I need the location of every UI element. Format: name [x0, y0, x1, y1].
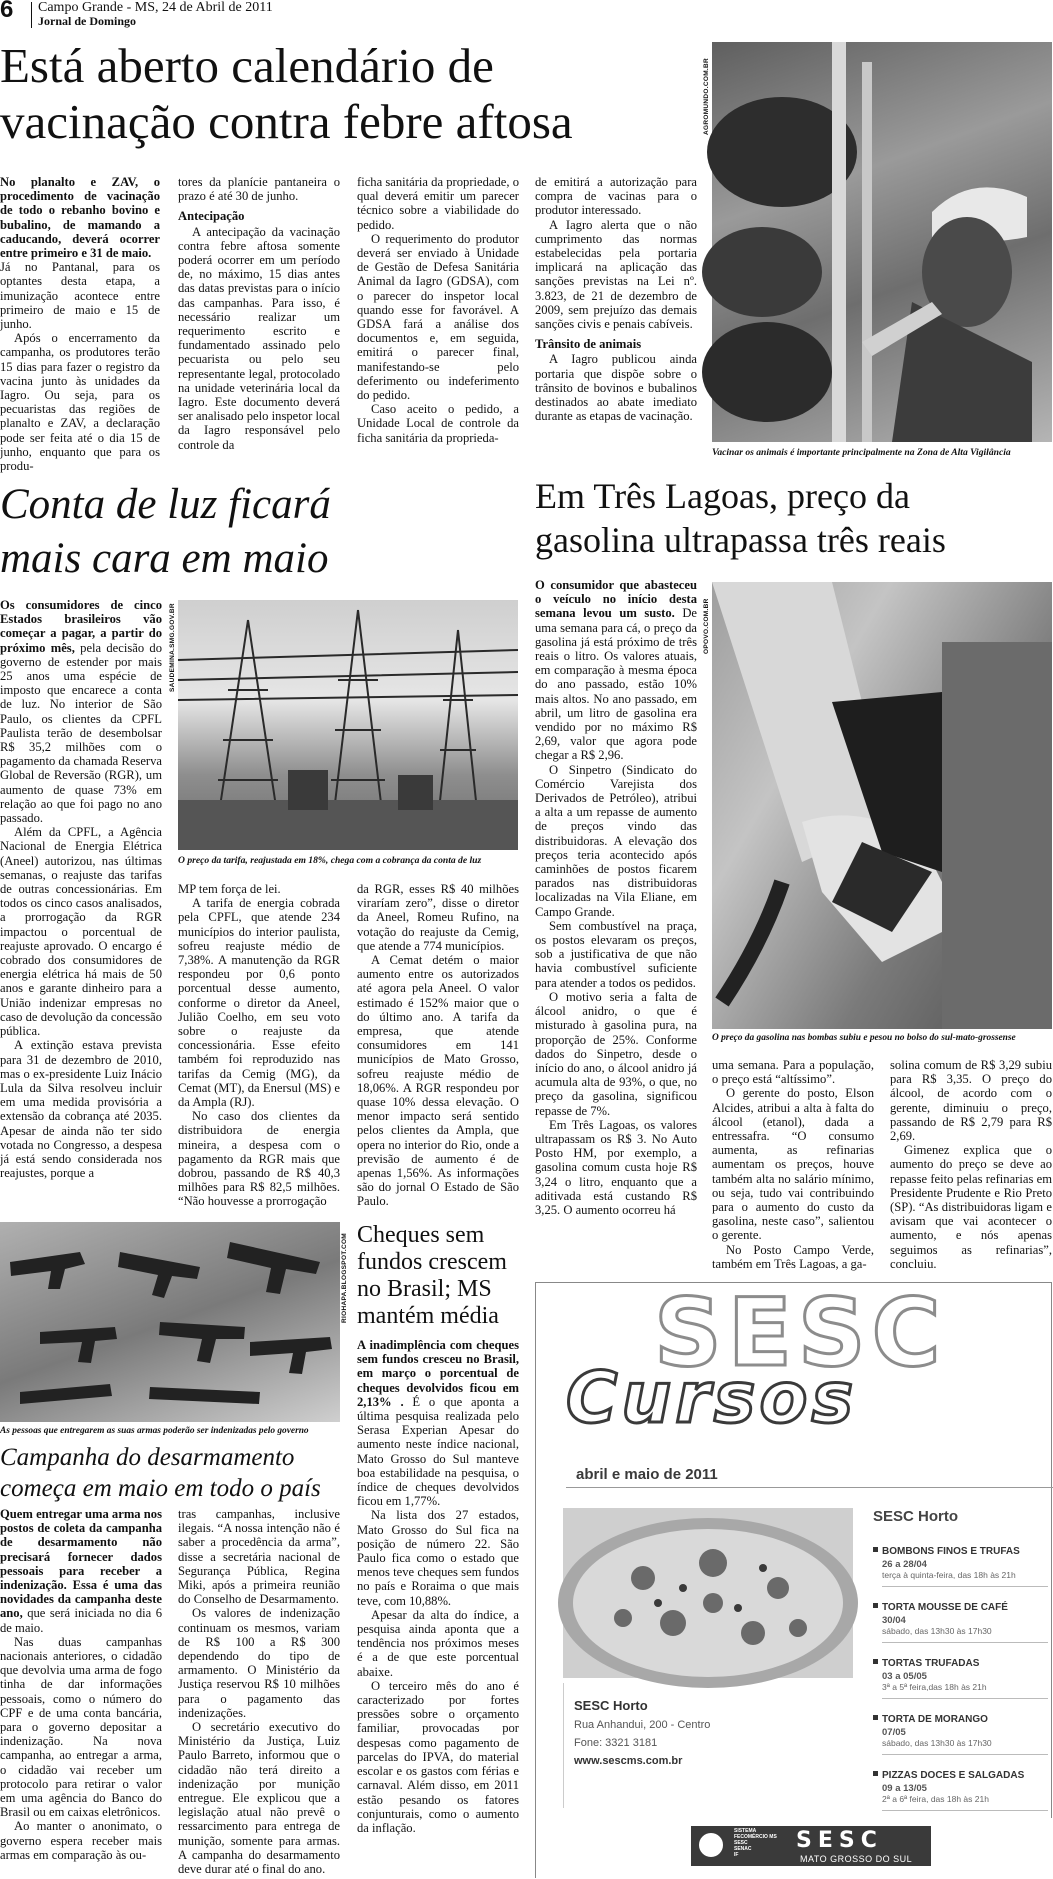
desarmamento-col-2	[178, 1507, 340, 1878]
course-title-row	[873, 1709, 1048, 1727]
power-substation-illustration	[178, 600, 518, 850]
gasolina-col-3	[890, 1058, 1052, 1280]
masthead-city-date: Campo Grande - MS, 24 de Abril de 2011	[38, 0, 273, 15]
sesc-contact-site[interactable]: www.sescms.com.br	[574, 1755, 683, 1767]
luz-paragraph: A tarifa de energia cobrada pela CPFL, que atende 234 municípios do interior paulista, sofreu reajuste médio de 7,38%. A manutenção da RGR respondeu por 0,6 ponto porcentual desse aumento, conforme o diretor da Aneel, Julião Coelho, em seu voto sobre o reajuste da concessionária. Esse efeito também foi reproduzido nas tarifas da Cemig (MG), da Cemat (MT), da Enersul (MS) e da Ampla (RJ).	[178, 896, 340, 1110]
luz-paragraph: A Cemat detém o maior aumento entre os autorizados até agora pela Aneel. O valor estimado é 152% maior que o do último ano. A tarifa da empresa, que atende consumidores em 141 municípios de Mato Grosso, sofreu reajuste médio de 18,06%. A RGR respondeu por quase 10% dessa elevação. O menor impacto será sentido pelos clientes da Ampla, que opera no interior do Rio, onde a previsão de aumento é de apenas 1,56%. As informações são do jornal O Estado de São Paulo.	[357, 953, 519, 1209]
aftosa-col-2	[178, 175, 340, 465]
aftosa-paragraph: A antecipação da vacinação contra febre aftosa somente poderá ocorrer em um período de, no máximo, 15 dias antes das datas previstas para o início das campanhas. Para isso, é necessário realizar um requerimento escrito e fundamentado assinado pelo pecuarista ou pelo seu representante legal, protocolado na unidade veterinária local da Iagro. Este documento deverá ser analisado pelo inspetor local da Iagro responsável pelo controle da	[178, 224, 340, 452]
course-name: TORTA MOUSSE DE CAFÉ	[882, 1602, 1008, 1613]
gasolina-paragraph: Gimenez explica que o aumento do preço se deve ao repasse feito pelas refinarias em Presidente Prudente e Rio Preto (SP). “As distribuidoras ligam e avisam que vai acontecer o aumento, e nós apenas seguimos as refinarias”, concluiu.	[890, 1143, 1052, 1271]
sesc-course-heading: SESC Horto	[873, 1508, 959, 1525]
course-dates: 30/04	[882, 1615, 906, 1626]
course-item	[873, 1541, 1048, 1587]
course-bullet-icon	[873, 1715, 878, 1720]
course-name: TORTA DE MORANGO	[882, 1714, 988, 1725]
cheques-paragraph: Apesar da alta do índice, a pesquisa ainda aponta que a tendência nos próximos meses é a de que este porcentual abaixe.	[357, 1607, 519, 1679]
luz-paragraph: A extinção estava prevista para 31 de dezembro de 2010, mas o ex-presidente Luiz Inácio Lula da Silva resolveu incluir em uma medida provisória a extensão da cobrança até 2035. Apesar de ainda não ter sido votada no Congresso, a despesa já está sendo considerada nos reajustes, porque a	[0, 1038, 162, 1181]
gasolina-lead: O consumidor que abasteceu o veículo no início desta semana levou um susto.	[535, 578, 697, 621]
sesc-footer-partner: SENAC	[734, 1846, 752, 1852]
course-schedule: sábado, das 13h30 às 17h30	[882, 1626, 1048, 1643]
masthead	[0, 0, 1052, 30]
sesc-contact-box	[563, 1683, 853, 1808]
desarmamento-col-1	[0, 1507, 162, 1878]
luz-photo	[178, 600, 518, 850]
sesc-ad	[535, 1279, 1052, 1878]
course-item	[873, 1765, 1048, 1811]
gasolina-col-2	[712, 1058, 874, 1280]
gasolina-col-1	[535, 578, 697, 1280]
course-bullet-icon	[873, 1771, 878, 1776]
luz-paragraph: Além da CPFL, a Agência Nacional de Energia Elétrica (Aneel) autorizou, nas últimas semanas, o reajuste das tarifas de outras concessionárias. Em todos os cinco casos analisados, a prorrogação da RGR impactou o porcentual de reajuste aprovado. O encargo é cobrado dos consumidores de energia elétrica há mais de 50 anos e garante dinheiro para a União indenizar empresas no caso de devolução da concessão pública.	[0, 825, 162, 1039]
aftosa-paragraph: Caso aceito o pedido, a Unidade Local de controle da ficha sanitária da proprieda-	[357, 402, 519, 445]
luz-photo-credit: SAUDEMINA.SMG.GOV.BR	[169, 603, 176, 692]
aftosa-headline: Está aberto calendário de vacinação contra febre aftosa	[0, 38, 573, 149]
gasolina-paragraph: uma semana. Para a população, o preço está “altíssimo”.	[712, 1058, 874, 1087]
gasolina-caption: O preço da gasolina nas bombas subiu e pesou no bolso do sul-mato-grossense	[712, 1033, 1016, 1043]
aftosa-paragraph: de emitirá a autorização para compra de vacinas para o produtor interessado.	[535, 175, 697, 218]
gasolina-paragraph: No Posto Campo Verde, também em Três Lagoas, a ga-	[712, 1242, 874, 1271]
cheques-headline-line-1: Cheques sem	[357, 1222, 485, 1248]
luz-paragraph: da RGR, esses R$ 40 milhões viraríam zero”, disse o diretor da Aneel, Romeu Rufino, na votação do reajuste da Cemig, que atende a 774 municípios.	[357, 882, 519, 953]
luz-headline-line-1: Conta de luz ficará	[0, 481, 331, 528]
course-name: BOMBONS FINOS E TRUFAS	[882, 1546, 1020, 1557]
desarmamento-headline	[0, 1442, 345, 1504]
desarmamento-paragraph: que será iniciada no dia 6 de maio.	[0, 1606, 162, 1635]
pizza-photo	[563, 1508, 853, 1678]
desarmamento-paragraph: O secretário executivo do Ministério da Justiça, Luiz Paulo Barreto, informou que o cidadão não terá direito a indenização por munição entregue. Ele explicou que a legislação atual não prevê o ressarcimento para entrega de munição, somente para armas. A campanha do desarmamento deve durar até o final do ano.	[178, 1720, 340, 1877]
sesc-course-list	[873, 1508, 1048, 1804]
course-schedule: 2ª a 6ª feira, das 18h às 21h	[882, 1794, 1048, 1811]
course-title-row	[873, 1597, 1048, 1615]
aftosa-paragraph: Já no Pantanal, para os optantes desta etapa, a imunização acontece entre primeiro de maio e 15 de junho.	[0, 260, 160, 332]
course-schedule: sábado, das 13h30 às 17h30	[882, 1738, 1048, 1755]
cheques-headline-line-2: fundos crescem	[357, 1249, 507, 1275]
desarmamento-caption: As pessoas que entregarem as suas armas poderão ser indenizadas pelo governo	[0, 1426, 309, 1436]
course-items	[873, 1541, 1048, 1811]
aftosa-lead: No planalto e ZAV, o procedimento de vacinação de todo o rebanho bovino e bubalino, de mamando a caducando, deverá ocorrer entre primeiro e 31 de maio.	[0, 175, 160, 261]
course-item	[873, 1653, 1048, 1699]
desarmamento-lead: Quem entregar uma arma nos postos de coleta da campanha de desarmamento não precisará fornecer dados pessoais para receber a indenização. Essa é uma das novidades da campanha deste ano,	[0, 1507, 162, 1621]
aftosa-paragraph: ficha sanitária da propriedade, o qual deverá emitir um parecer técnico sobre a viabilidade do pedido.	[357, 175, 519, 232]
gasolina-paragraph: Em Três Lagoas, os valores ultrapassam os R$ 3. No Auto Posto HM, por exemplo, a gasolina comum custa hoje R$ 3,24 o litro, enquanto que a aditivada está custando R$ 3,25. O aumento ocorreu há	[535, 1117, 697, 1217]
course-dates: 07/05	[882, 1727, 906, 1738]
course-bullet-icon	[873, 1603, 878, 1608]
gasolina-photo-credit: OPOVO.COM.BR	[703, 598, 710, 654]
aftosa-subhead: Antecipação	[178, 209, 245, 224]
sesc-footer-band	[536, 1818, 1053, 1879]
course-bullet-icon	[873, 1659, 878, 1664]
luz-caption: O preço da tarifa, reajustada em 18%, chega com a cobrança da conta de luz	[178, 855, 482, 866]
aftosa-subhead: Trânsito de animais	[535, 337, 642, 352]
masthead-supplement: Jornal de Domingo	[38, 14, 137, 28]
sesc-ad-title-top: SESC	[654, 1279, 947, 1388]
cheques-headline-line-4: mantém média	[357, 1303, 499, 1329]
course-title-row	[873, 1653, 1048, 1671]
cheques-paragraph: O terceiro mês do ano é caracterizado por fortes pressões sobre o orçamento familiar, provocadas por despesas como pagamento de parcelas do IPVA, do material escolar e os gastos com férias e carnaval. Além disso, em 2011 estão pesando os fatores conjunturais, como o aumento da inflação.	[357, 1678, 519, 1835]
course-dates: 26 a 28/04	[882, 1559, 927, 1570]
gasolina-photo	[712, 582, 1052, 1029]
desarmamento-headline-line-1: Campanha do desarmamento	[0, 1444, 295, 1471]
desarmamento-photo-credit: RIOHAPA.BLOGSPOT.COM	[341, 1232, 348, 1323]
pizza-icon	[563, 1508, 853, 1678]
aftosa-paragraph: O requerimento do produtor deverá ser enviado à Unidade de Gestão de Defesa Sanitária Animal da Iagro (GDSA), com o parecer do inspetor local quando esse for favorável. A GDSA fará a análise dos documentos e, em seguida, emitirá o parecer final, manifestando-se pelo deferimento ou indeferimento do pedido.	[357, 231, 519, 403]
luz-col-1	[0, 598, 162, 1213]
desarmamento-headline-line-2: começa em maio em todo o país	[0, 1475, 321, 1502]
sesc-footer-partners	[734, 1828, 784, 1858]
sesc-footer-partner: IF	[734, 1852, 739, 1858]
gasolina-paragraph: O motivo seria a falta de álcool anidro, o que é misturado à gasolina pura, na proporção de 25%. Conforme dados do Sinpetro, desde o início do ano, o álcool anidro já acumula alta de 93%, o que, no preço da gasolina, significou repasse de 7%.	[535, 989, 697, 1118]
cheques-headline-line-3: no Brasil; MS	[357, 1276, 492, 1302]
luz-paragraph: No caso dos clientes da distribuidora de energia mineira, a despesa com o pagamento da RGR mais que dobrou, passando de R$ 40,3 milhões para R$ 82,5 milhões. “Não houvesse a prorrogação	[178, 1109, 340, 1209]
course-title-row	[873, 1541, 1048, 1559]
luz-col-3	[357, 882, 519, 1217]
gasolina-paragraph: solina comum de R$ 3,29 subiu para R$ 3,35. O preço do álcool, de acordo com o gerente, diminuiu o preço, passando de R$ 2,79 para R$ 2,69.	[890, 1058, 1052, 1144]
desarmamento-paragraph: tras campanhas, inclusive ilegais. “A nossa intenção não é saber a procedência da arma”, disse a secretária nacional de Segurança Pública, Regina Miki, após a primeira reunião do Conselho de Desarmamento.	[178, 1507, 340, 1607]
luz-col-2	[178, 882, 340, 1217]
sesc-footer-emblem-icon	[696, 1830, 726, 1860]
sesc-contact-name: SESC Horto	[574, 1698, 648, 1713]
gasolina-paragraph: O Sinpetro (Sindicato do Comércio Varejista dos Derivados de Petróleo), atribui a alta a um repasse de aumento de preços vindo das distribuidoras. A elevação dos preços teria acontecido após caminhões de postos ficarem parados nas distribuidoras localizadas na Vila Eliane, em Campo Grande.	[535, 762, 697, 919]
sesc-ad-title-bottom: Cursos	[566, 1357, 858, 1439]
course-name: PIZZAS DOCES E SALGADAS	[882, 1770, 1025, 1781]
course-item	[873, 1597, 1048, 1643]
cheques-headline	[357, 1222, 527, 1330]
sesc-ad-divider	[566, 1487, 1053, 1488]
cattle-vaccination-illustration	[712, 42, 1052, 442]
course-item	[873, 1709, 1048, 1755]
aftosa-photo	[712, 42, 1052, 442]
cheques-lead: A inadimplência com cheques sem fundos cresceu no Brasil, em março o porcentual de cheques devolvidos ficou em 2,13% .	[357, 1338, 519, 1409]
sesc-footer-partner: FECOMÉRCIO MS	[734, 1834, 777, 1840]
course-title-row	[873, 1765, 1048, 1783]
sesc-footer-partner: SISTEMA	[734, 1828, 757, 1834]
cheques-paragraph: Na lista dos 27 estados, Mato Grosso do Sul fica na posição de número 22. São Paulo fica como o estado que menos teve cheques sem fundos no país e Roraima o que mais teve, com 10,88%.	[357, 1508, 519, 1608]
aftosa-photo-credit: AGROMUNDO.COM.BR	[703, 57, 710, 135]
luz-headline	[0, 478, 530, 586]
course-schedule: terça à quinta-feira, das 18h às 21h	[882, 1570, 1048, 1587]
desarmamento-photo	[0, 1222, 340, 1422]
desarmamento-paragraph: Os valores de indenização continuam os mesmos, variam de R$ 100 a R$ 300 dependendo do tipo de armamento. O Ministério da Justiça reservou R$ 10 milhões para o pagamento das indenizações.	[178, 1606, 340, 1720]
sesc-contact-address: Rua Anhandui, 200 - Centro	[574, 1719, 711, 1731]
gasolina-headline	[535, 474, 1052, 562]
course-schedule: 3ª a 5ª feira,das 18h às 21h	[882, 1682, 1048, 1699]
luz-paragraph: MP tem força de lei.	[178, 882, 281, 896]
gasolina-paragraph: O gerente do posto, Elson Alcides, atribui a alta à falta do álcool (etanol), dada a entressafra. “O consumo aumenta, as refinarias aumentam os preços, houve também alta no salário mínimo, ou seja, tudo vai contribuindo para o aumento do custo da gasolina, neste caso”, salientou o gerente.	[712, 1086, 874, 1243]
aftosa-paragraph: tores da planície pantaneira o prazo é até 30 de junho.	[178, 175, 340, 204]
sesc-ad-period: abril e maio de 2011	[576, 1466, 718, 1483]
desarmamento-paragraph: Nas duas campanhas nacionais anteriores, o cidadão que devolvia uma arma de fogo tinha de dar informações pessoais, como o número do CPF e de uma conta bancária, para o governo depositar a indenização. Na nova campanha, ao entregar a arma, o cidadão vai receber um protocolo para retirar o valor em uma agência do Banco do Brasil ou em caixas eletrônicos.	[0, 1634, 162, 1820]
luz-headline-line-2: mais cara em maio	[0, 535, 329, 582]
luz-lead: Os consumidores de cinco Estados brasileiros vão começar a pagar, a partir do próximo mês,	[0, 598, 162, 655]
aftosa-paragraph: A Iagro alerta que o não cumprimento das normas estabelecidas pela portaria implicará na aplicação das sanções previstas na Lei nº. 3.823, de 21 de dezembro de 2009, sem prejuízo das demais sanções civis e penais cabíveis.	[535, 217, 697, 332]
luz-paragraph: pela decisão do governo de estender por mais 25 anos uma espécie de imposto que encarece a conta de luz. No interior de São Paulo, os clientes da CPFL Paulista terão de desembolsar R$ 35,2 milhões com o pagamento da chamada Reserva Global de Reversão (RGR), um aumento de quase 73% em relação ao que foi pago no ano passado.	[0, 640, 162, 826]
gasolina-paragraph: Sem combustível na praça, os postos elevaram os preços, sob a justificativa de que não havia combustível suficiente para atender a todos os pedidos.	[535, 918, 697, 990]
aftosa-col-1	[0, 175, 160, 474]
course-name: TORTAS TRUFADAS	[882, 1658, 980, 1669]
course-bullet-icon	[873, 1547, 878, 1552]
aftosa-col-4	[535, 175, 697, 465]
course-dates: 03 a 05/05	[882, 1671, 927, 1682]
page-number: 6	[0, 0, 14, 23]
fuel-nozzle-illustration	[712, 582, 1052, 1029]
sesc-footer-partner: SESC	[734, 1840, 748, 1846]
sesc-footer-logo: SESC	[796, 1828, 883, 1853]
aftosa-col-3	[357, 175, 519, 465]
aftosa-paragraph: A Iagro publicou ainda portaria que dispõe sobre o trânsito de bovinos e bubalinos destinados ao abate imediato durante as etapas de vacinação.	[535, 352, 697, 424]
gasolina-paragraph: De uma semana para cá, o preço da gasolina já está próximo de três reais o litro. Os valores atuais, em comparação à mesma época do ano passado, estão 10% mais altos. No ano passado, em abril, um litro de gasolina era vendido por no máximo R$ 2,69, valor que agora pode chegar a R$ 2,96.	[535, 606, 697, 763]
aftosa-paragraph: Após o encerramento da campanha, os produtores terão 15 dias para fazer o registro da vacina junto às unidades da Iagro. Ou seja, para os pecuaristas das regiões de planalto e ZAV, a declaração pode ser feita até o dia 15 de junho, enquanto que para os produ-	[0, 331, 160, 474]
cheques-col-1	[357, 1338, 519, 1878]
aftosa-caption: Vacinar os animais é importante principalmente na Zona de Alta Vigilância	[712, 447, 1011, 458]
sesc-footer-region: MATO GROSSO DO SUL	[800, 1854, 913, 1864]
gasolina-headline-line-2: gasolina ultrapassa três reais	[535, 520, 946, 560]
masthead-divider	[31, 2, 32, 28]
gasolina-headline-line-1: Em Três Lagoas, preço da	[535, 476, 910, 516]
cheques-paragraph: É o que aponta a última pesquisa realizada pelo Serasa Experian Apesar do aumento neste índice nacional, Mato Grosso do Sul manteve boa estabilidade na pesquisa, o índice de cheques devolvidos ficou em 1,77%.	[357, 1394, 519, 1509]
sesc-contact-phone: Fone: 3321 3181	[574, 1737, 658, 1749]
desarmamento-paragraph: Ao manter o anonimato, o governo espera receber mais armas em comparação às ou-	[0, 1819, 162, 1862]
pile-of-guns-illustration	[0, 1222, 340, 1422]
course-dates: 09 a 13/05	[882, 1783, 927, 1794]
